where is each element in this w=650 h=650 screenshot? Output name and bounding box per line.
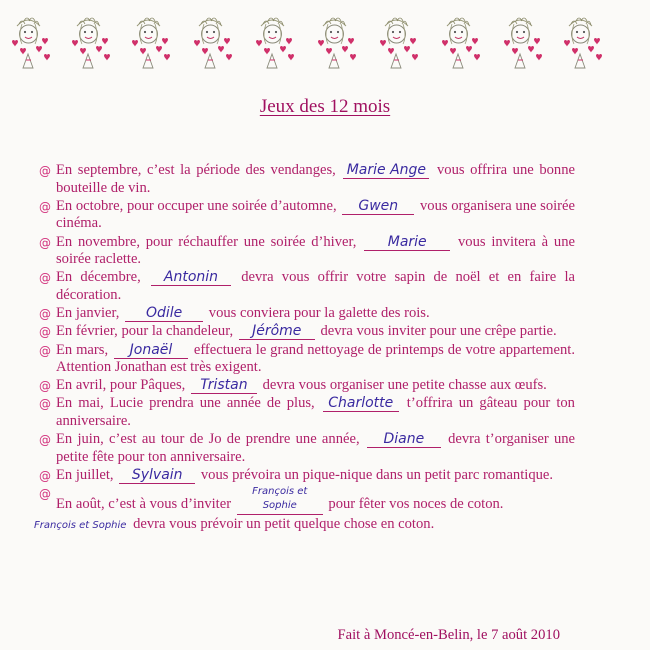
entry-february: @ En février, pour la chandeleur, Jérôme devra vous inviter pour une crêpe partie. bbox=[56, 323, 575, 341]
spiral-bullet-icon: @ bbox=[39, 235, 51, 250]
decorative-border bbox=[10, 12, 640, 82]
spiral-bullet-icon: @ bbox=[39, 379, 51, 394]
entry-august: @ En août, c’est à vous d’inviter François et Sophie pour fêter vos noces de coton. bbox=[56, 485, 575, 515]
signature-line: Fait à Moncé-en-Belin, le 7 août 2010 bbox=[337, 627, 560, 643]
spiral-bullet-icon: @ bbox=[39, 325, 51, 340]
spiral-bullet-icon: @ bbox=[39, 469, 51, 484]
name-blank: Gwen bbox=[342, 199, 414, 215]
entry-january: @ En janvier, Odile vous conviera pour la galette des rois. bbox=[56, 305, 575, 323]
entry-december: @ En décembre, Antonin devra vous offrir votre sapin de noël et en faire la décoration. bbox=[39, 269, 575, 303]
handwritten-name: François et Sophie bbox=[34, 519, 127, 531]
spiral-bullet-icon: @ bbox=[39, 397, 51, 412]
spiral-bullet-icon: @ bbox=[39, 199, 51, 214]
name-blank: Sylvain bbox=[119, 468, 195, 484]
entry-may: @ En mai, Lucie prendra une année de plus, Charlotte t’offrira un gâteau pour ton anniversaire. bbox=[39, 395, 575, 430]
entry-september: @ En septembre, c’est la période des vendanges, Marie Ange vous offrira une bonne bouteille de vin. bbox=[39, 162, 575, 196]
name-blank: Marie Ange bbox=[343, 163, 429, 179]
spiral-bullet-icon: @ bbox=[39, 343, 51, 358]
entry-april: @ En avril, pour Pâques, Tristan devra vous organiser une petite chasse aux œufs. bbox=[56, 377, 575, 395]
spiral-bullet-icon: @ bbox=[39, 164, 51, 178]
name-blank: Diane bbox=[367, 432, 441, 448]
entry-october: @ En octobre, pour occuper une soirée d’automne, Gwen vous organisera une soirée cinéma. bbox=[39, 197, 575, 232]
entry-august-continued: François et Sophie devra vous prévoir un petit quelque chose en coton. bbox=[34, 515, 435, 532]
entry-june: @ En juin, c’est au tour de Jo de prendre une année, Diane devra t’organiser une petite fête pour ton anniversaire. bbox=[39, 431, 576, 465]
spiral-bullet-icon: @ bbox=[39, 433, 51, 448]
entry-july: @ En juillet, Sylvain vous prévoira un pique-nique dans un petit parc romantique. bbox=[56, 467, 575, 485]
name-blank: Marie bbox=[364, 235, 450, 251]
name-blank: Tristan bbox=[191, 378, 257, 394]
name-blank: Jérôme bbox=[239, 324, 315, 340]
entry-november: @ En novembre, pour réchauffer une soirée d’hiver, Marie vous invitera à une soirée raclette. bbox=[39, 233, 575, 268]
spiral-bullet-icon: @ bbox=[39, 307, 51, 322]
spiral-bullet-icon: @ bbox=[39, 271, 51, 286]
document-title: Jeux des 12 mois bbox=[259, 96, 391, 117]
name-blank: François et Sophie bbox=[237, 485, 323, 515]
name-blank: Charlotte bbox=[323, 396, 399, 412]
entry-march: @ En mars, Jonaël effectuera le grand nettoyage de printemps de votre appartement. Attention Jonathan est très exigent. bbox=[39, 341, 575, 376]
name-blank: Jonaël bbox=[114, 343, 188, 359]
spiral-bullet-icon: @ bbox=[39, 487, 51, 502]
name-blank: Antonin bbox=[151, 270, 231, 286]
name-blank: Odile bbox=[125, 306, 203, 322]
entries-list bbox=[34, 162, 576, 535]
